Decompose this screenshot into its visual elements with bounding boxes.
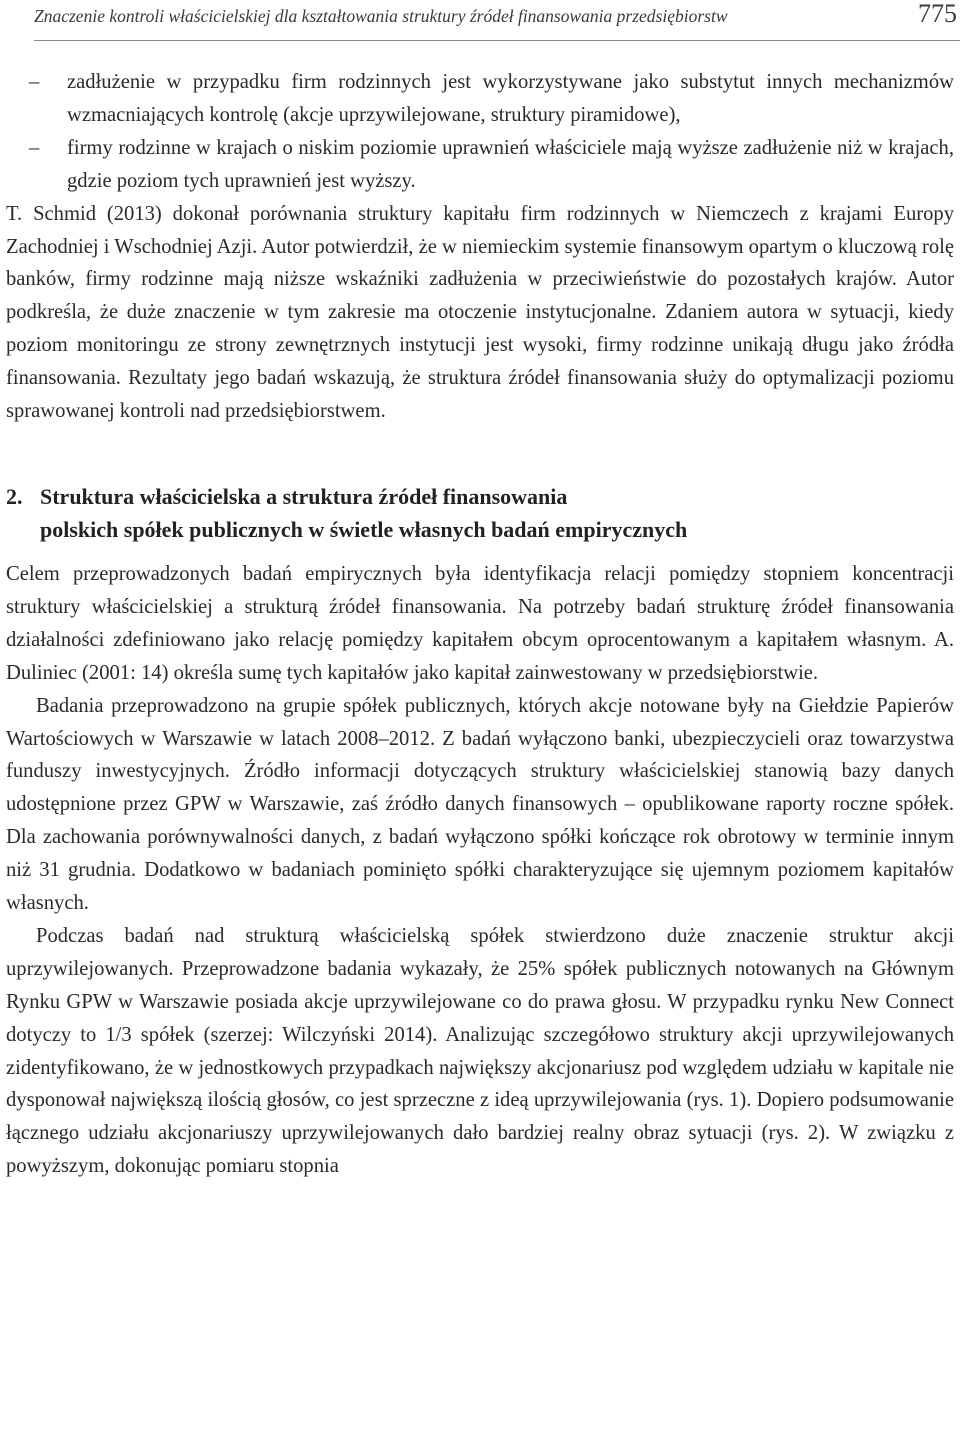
section-title-line-1: Struktura właścicielska a struktura źródeł finansowania bbox=[40, 483, 568, 509]
paragraph-schmid: T. Schmid (2013) dokonał porównania struktury kapitału firm rodzinnych w Niemczech z krajami Europy Zachodniej i Wschodniej Azji. Autor potwierdził, że w niemieckim systemie finansowym opartym o kluczową rolę banków, firmy rodzinne mają niższe wskaźniki zadłużenia w przeciwieństwie do pozostałych krajów. Autor podkreśla, że duże znaczenie w tym zakresie ma otoczenie instytucjonalne. Zdaniem autora w sytuacji, kiedy poziom monitoringu ze strony zewnętrznych instytucji jest wysoki, firmy rodzinne unikają długu jako źródła finansowania. Rezultaty jego badań wskazują, że struktura źródeł finansowania służy do optymalizacji poziomu sprawowanej kontroli nad przedsiębiorstwem. bbox=[6, 202, 954, 423]
section-number: 2. bbox=[6, 483, 23, 509]
list-item-text: zadłużenie w przypadku firm rodzinnych jest wykorzystywane jako substytut innych mechanizmów wzmacniających kontrolę (akcje uprzywilejowane, struktury piramidowe), bbox=[67, 71, 954, 126]
running-header bbox=[34, 0, 960, 41]
list-item-text: firmy rodzinne w krajach o niskim poziomie uprawnień właściciele mają wyższe zadłużenie niż w krajach, gdzie poziom tych uprawnień jest wyższy. bbox=[67, 136, 954, 192]
paragraph-research-goal: Celem przeprowadzonych badań empirycznych była identyfikacja relacji pomiędzy stopniem koncentracji struktury właścicielskiej a strukturą źródeł finansowania. Na potrzeby badań strukturę źródeł finansowania działalności zdefiniowano jako relację pomiędzy kapitałem obcym oprocentowanym a kapitałem własnym. A. Duliniec (2001: 14) określa sumę tych kapitałów jako kapitał zainwestowany w przedsiębiorstwie. bbox=[6, 562, 954, 684]
list-item bbox=[6, 132, 954, 198]
paragraph-research-sample: Badania przeprowadzono na grupie spółek publicznych, których akcje notowane były na Giełdzie Papierów Wartościowych w Warszawie w latach 2008–2012. Z badań wyłączono banki, ubezpieczycieli oraz towarzystwa funduszy inwestycyjnych. Źródło informacji dotyczących struktury właścicielskiej stanowią bazy danych udostępnione przez GPW w Warszawie, zaś źródło danych finansowych – opublikowane raporty roczne spółek. Dla zachowania porównywalności danych, z badań wyłączono spółki kończące rok obrotowy w terminie innym niż 31 grudnia. Dodatkowo w badaniach pominięto spółki charakteryzujące się ujemnym poziomem kapitałów własnych. bbox=[6, 694, 954, 915]
running-header-title: Znaczenie kontroli właścicielskiej dla kształtowania struktury źródeł finansowania przedsiębiorstw bbox=[34, 6, 728, 26]
paragraph-preferred-shares: Podczas badań nad strukturą właścicielską spółek stwierdzono duże znaczenie struktur akcji uprzywilejowanych. Przeprowadzone badania wykazały, że 25% spółek publicznych notowanych na Głównym Rynku GPW w Warszawie posiada akcje uprzywilejowane co do prawa głosu. W przypadku rynku New Connect dotyczy to 1/3 spółek (szerzej: Wilczyński 2014). Analizując szczegółowo struktury akcji uprzywilejowanych zidentyfikowano, że w jednostkowych przypadkach największy akcjonariusz pod względem udziału w kapitale nie dysponował największą ilością głosów, co jest sprzeczne z ideą uprzywilejowania (rys. 1). Dopiero podsumowanie łącznego udziału akcjonariuszy uprzywilejowanych dało bardziej realny obraz sytuacji (rys. 2). W związku z powyższym, dokonując pomiaru stopnia bbox=[6, 924, 954, 1178]
dash-list bbox=[6, 66, 954, 198]
page-number: 775 bbox=[918, 0, 957, 28]
dash-bullet: – bbox=[29, 71, 40, 93]
section-title-line-2: polskich spółek publicznych w świetle własnych badań empirycznych bbox=[40, 516, 688, 542]
dash-bullet: – bbox=[29, 136, 40, 159]
list-item bbox=[6, 66, 954, 132]
section-heading bbox=[6, 480, 954, 546]
page-body bbox=[6, 66, 954, 1183]
